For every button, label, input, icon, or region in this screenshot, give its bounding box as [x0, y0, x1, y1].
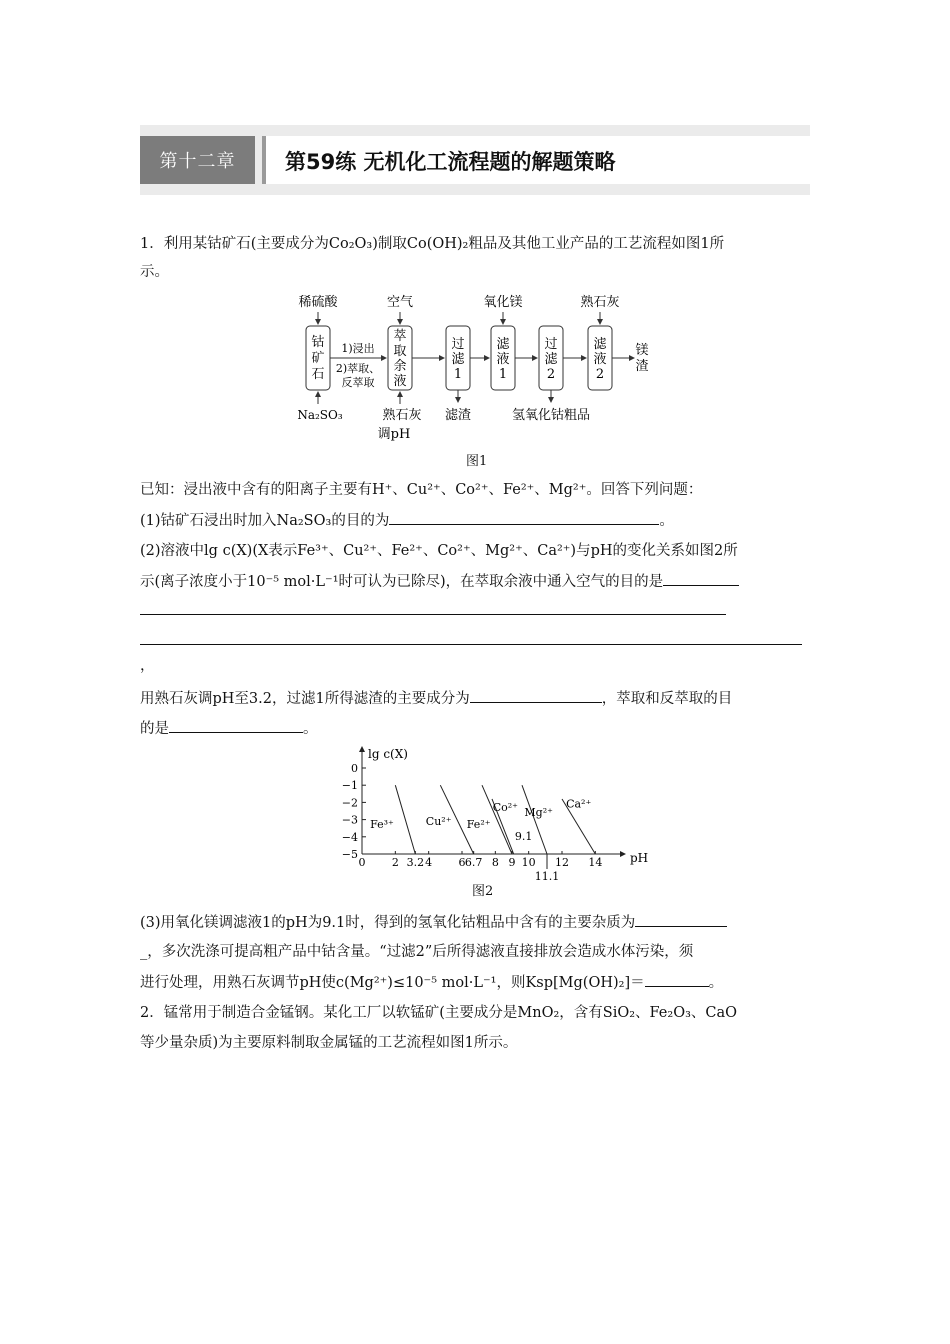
fig1-caption: 图1: [466, 454, 488, 469]
x-tick-label: 6: [458, 856, 466, 869]
y-axis-arrow: [359, 746, 365, 752]
svg-text:矿: 矿: [311, 351, 325, 366]
blank-1[interactable]: [389, 510, 659, 525]
q1-comma: ，: [140, 658, 155, 674]
svg-text:取: 取: [393, 344, 407, 359]
chapter-label: 第十二章: [140, 136, 255, 184]
annotation-label: 9.1: [514, 830, 533, 844]
svg-text:过: 过: [451, 337, 465, 352]
q1-known: 已知：浸出液中含有的阳离子主要有H⁺、Cu²⁺、Co²⁺、Fe²⁺、Mg²⁺。回答下列问题：: [140, 482, 703, 498]
label-mag-slag-a: 镁: [635, 343, 649, 358]
x-tick-label: 14: [588, 856, 603, 869]
q1-part2-line6: 的是 。: [140, 718, 318, 739]
series-label: Fe³⁺: [370, 818, 394, 832]
blank-2a[interactable]: [663, 571, 739, 586]
y-tick-label: −2: [341, 796, 358, 810]
svg-text:滤: 滤: [544, 352, 558, 367]
series-label: Co²⁺: [492, 801, 518, 814]
series-label: Ca²⁺: [566, 797, 592, 811]
label-mag-slag-b: 渣: [635, 359, 649, 374]
arrow-label-leach: 1)浸出: [341, 342, 375, 355]
process-flow-diagram: [290, 288, 670, 448]
q1-part2-line1: (2)溶液中lg c(X)(X表示Fe³⁺、Cu²⁺、Fe²⁺、Co²⁺、Mg²⁺、Ca²⁺)与pH的变化关系如图2所: [140, 543, 738, 559]
y-axis-label: lg c(X): [368, 747, 408, 761]
svg-text:1: 1: [498, 367, 508, 382]
y-tick-label: −1: [341, 779, 358, 793]
y-tick-label: 0: [351, 762, 358, 775]
label-residue: 滤渣: [444, 408, 472, 423]
svg-text:滤: 滤: [451, 352, 465, 367]
x-tick-label: 10: [521, 856, 536, 869]
x-tick-label: 3.2: [406, 856, 425, 869]
svg-text:滤: 滤: [593, 337, 607, 352]
x-tick-label: 2: [391, 856, 399, 869]
q1-part2-line5: 用熟石灰调pH至3.2，过滤1所得滤渣的主要成分为 ，萃取和反萃取的目: [140, 688, 732, 709]
x-tick-label: 6.7: [464, 856, 483, 869]
blank-2b[interactable]: [140, 614, 726, 615]
y-tick-label: −4: [341, 830, 358, 844]
arrow-label-extract: 2)萃取、: [335, 362, 381, 375]
q2-line2: 等少量杂质)为主要原料制取金属锰的工艺流程如图1所示。: [140, 1035, 518, 1051]
q1-part3-line1: (3)用氧化镁调滤液1的pH为9.1时，得到的氢氧化钴粗品中含有的主要杂质为: [140, 912, 727, 933]
svg-text:萃: 萃: [393, 329, 407, 344]
series-label: Mg²⁺: [524, 806, 553, 820]
label-na2so3: Na₂SO₃: [297, 408, 343, 422]
page-title: 第59练 无机化工流程题的解题策略: [285, 150, 616, 174]
svg-text:液: 液: [593, 352, 607, 367]
q2-line1: 2．锰常用于制造合金锰钢。某化工厂以软锰矿(主要成分是MnO₂，含有SiO₂、Fe₂O₃、CaO: [140, 1005, 738, 1021]
q1-part2-line2: 示(离子浓度小于10⁻⁵ mol·L⁻¹时可认为已除尽)，在萃取余液中通入空气的目的是: [140, 571, 739, 592]
fig2-caption: 图2: [472, 884, 494, 899]
label-air: 空气: [386, 295, 414, 310]
series-label: Fe²⁺: [466, 818, 491, 832]
q1-line1: 1．利用某钴矿石(主要成分为Co₂O₃)制取Co(OH)₂粗品及其他工业产品的工艺流程如图1所: [140, 236, 725, 252]
svg-text:液: 液: [393, 374, 407, 389]
blank-4[interactable]: [169, 718, 303, 733]
blank-6[interactable]: [645, 972, 709, 987]
x-axis-arrow: [620, 851, 626, 857]
svg-text:过: 过: [544, 337, 558, 352]
svg-text:钴: 钴: [311, 335, 325, 350]
svg-text:2: 2: [546, 367, 556, 382]
svg-text:1: 1: [453, 367, 463, 382]
x-tick-label: 12: [555, 856, 569, 869]
q1-part3-line3: 进行处理，用熟石灰调节pH使c(Mg²⁺)≤10⁻⁵ mol·L⁻¹，则Ksp[Mg(OH)₂]＝ 。: [140, 972, 723, 993]
q1-line2: 示。: [140, 264, 169, 280]
label-magnesium-oxide: 氧化镁: [483, 295, 523, 310]
label-slaked-lime-bottom: 熟石灰: [382, 408, 422, 423]
x-tick-label: 8: [491, 856, 499, 869]
blank-2c[interactable]: [140, 644, 802, 645]
label-slaked-lime-top: 熟石灰: [580, 295, 620, 310]
x-tick-label: 4: [425, 856, 433, 869]
series-line: [395, 785, 415, 854]
label-dilute-sulfuric-acid: 稀硫酸: [298, 295, 338, 310]
blank-5[interactable]: [635, 912, 727, 927]
y-tick-label: −5: [341, 848, 358, 861]
arrow-label-back-extract: 反萃取: [341, 376, 375, 389]
q1-part3-line2: _，多次洗涤可提高粗产品中钴含量。“过滤2”后所得滤液直接排放会造成水体污染，须: [140, 944, 694, 960]
label-adjust-ph: 调pH: [377, 427, 411, 442]
x-tick-label-extra: 11.1: [534, 870, 560, 883]
svg-text:液: 液: [496, 352, 510, 367]
q1-part1: (1)钴矿石浸出时加入Na₂SO₃的目的为 。: [140, 510, 674, 531]
series-line: [522, 785, 547, 854]
svg-text:滤: 滤: [496, 337, 510, 352]
svg-text:余: 余: [393, 359, 407, 374]
y-tick-label: −3: [341, 813, 358, 827]
blank-3[interactable]: [470, 688, 602, 703]
svg-text:2: 2: [595, 367, 605, 382]
ph-concentration-chart: [330, 744, 649, 883]
x-tick-label: 0: [358, 856, 366, 869]
x-axis-label: pH: [630, 851, 649, 865]
series-label: Cu²⁺: [425, 814, 452, 828]
svg-text:石: 石: [311, 367, 325, 382]
x-tick-label: 9: [508, 856, 516, 869]
label-cobalt-hydroxide: 氢氧化钴粗品: [511, 408, 591, 423]
